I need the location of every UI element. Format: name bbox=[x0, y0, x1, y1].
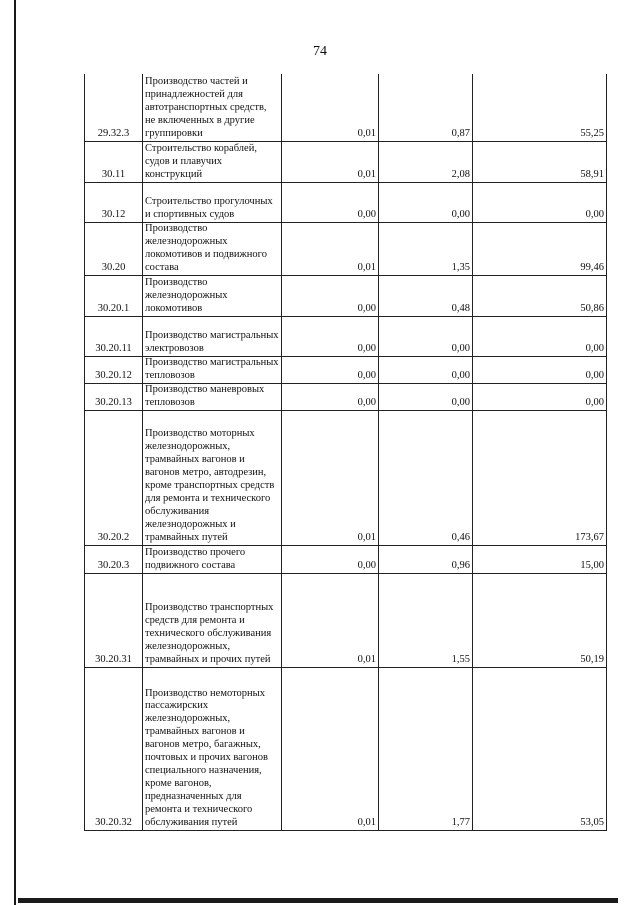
value-col-2: 1,55 bbox=[379, 573, 473, 667]
value-col-1: 0,00 bbox=[282, 316, 379, 356]
okved-code: 30.20.2 bbox=[85, 410, 143, 545]
activity-name: Производство немоторных пассажирских железнодорожных, трамвайных вагонов и вагонов метро, багажных, почтовых и прочих вагонов специального назначения, кроме вагонов, предназначенных для ремонта и технического обслуживания путей bbox=[143, 667, 282, 830]
value-col-3: 55,25 bbox=[473, 74, 607, 141]
okved-code: 30.20.3 bbox=[85, 545, 143, 573]
value-col-2: 0,00 bbox=[379, 182, 473, 222]
value-col-3: 0,00 bbox=[473, 356, 607, 383]
value-col-2: 2,08 bbox=[379, 141, 473, 182]
value-col-2: 0,87 bbox=[379, 74, 473, 141]
value-col-3: 58,91 bbox=[473, 141, 607, 182]
value-col-1: 0,00 bbox=[282, 545, 379, 573]
activity-name: Производство магистральных электровозов bbox=[143, 316, 282, 356]
value-col-1: 0,00 bbox=[282, 275, 379, 316]
table-row bbox=[85, 182, 607, 222]
table-row bbox=[85, 667, 607, 830]
value-col-3: 0,00 bbox=[473, 182, 607, 222]
value-col-1: 0,01 bbox=[282, 74, 379, 141]
scan-left-edge-line bbox=[14, 0, 16, 905]
value-col-3: 0,00 bbox=[473, 316, 607, 356]
value-col-3: 53,05 bbox=[473, 667, 607, 830]
value-col-2: 0,48 bbox=[379, 275, 473, 316]
value-col-1: 0,00 bbox=[282, 383, 379, 410]
value-col-1: 0,01 bbox=[282, 667, 379, 830]
activity-name: Строительство кораблей, судов и плавучих конструкций bbox=[143, 141, 282, 182]
value-col-3: 173,67 bbox=[473, 410, 607, 545]
table-row bbox=[85, 141, 607, 182]
table-row bbox=[85, 545, 607, 573]
value-col-2: 0,96 bbox=[379, 545, 473, 573]
okved-code: 30.20.32 bbox=[85, 667, 143, 830]
value-col-3: 50,19 bbox=[473, 573, 607, 667]
table-row bbox=[85, 573, 607, 667]
okved-code: 29.32.3 bbox=[85, 74, 143, 141]
table-row bbox=[85, 222, 607, 275]
value-col-2: 1,35 bbox=[379, 222, 473, 275]
value-col-1: 0,00 bbox=[282, 182, 379, 222]
okved-code: 30.12 bbox=[85, 182, 143, 222]
value-col-1: 0,00 bbox=[282, 356, 379, 383]
value-col-1: 0,01 bbox=[282, 222, 379, 275]
value-col-3: 15,00 bbox=[473, 545, 607, 573]
activity-name: Строительство прогулочных и спортивных судов bbox=[143, 182, 282, 222]
page-number: 74 bbox=[313, 44, 327, 59]
value-col-2: 0,00 bbox=[379, 316, 473, 356]
data-table bbox=[84, 74, 607, 831]
value-col-2: 0,46 bbox=[379, 410, 473, 545]
activity-name: Производство железнодорожных локомотивов bbox=[143, 275, 282, 316]
value-col-1: 0,01 bbox=[282, 141, 379, 182]
value-col-2: 0,00 bbox=[379, 383, 473, 410]
okved-code: 30.20 bbox=[85, 222, 143, 275]
table-row bbox=[85, 356, 607, 383]
value-col-3: 0,00 bbox=[473, 383, 607, 410]
table-row bbox=[85, 383, 607, 410]
scan-bottom-edge-line bbox=[18, 898, 618, 903]
okved-code: 30.20.11 bbox=[85, 316, 143, 356]
table-row bbox=[85, 74, 607, 141]
value-col-3: 99,46 bbox=[473, 222, 607, 275]
value-col-2: 1,77 bbox=[379, 667, 473, 830]
table-row bbox=[85, 316, 607, 356]
activity-name: Производство магистральных тепловозов bbox=[143, 356, 282, 383]
okved-code: 30.20.13 bbox=[85, 383, 143, 410]
activity-name: Производство моторных железнодорожных, трамвайных вагонов и вагонов метро, автодрезин, кроме транспортных средств для ремонта и технического обслуживания железнодорожных и трамвайных путей bbox=[143, 410, 282, 545]
table-row bbox=[85, 410, 607, 545]
value-col-1: 0,01 bbox=[282, 573, 379, 667]
table-row bbox=[85, 275, 607, 316]
okved-code: 30.20.1 bbox=[85, 275, 143, 316]
okved-code: 30.20.12 bbox=[85, 356, 143, 383]
activity-name: Производство транспортных средств для ремонта и технического обслуживания железнодорожных, трамвайных и прочих путей bbox=[143, 573, 282, 667]
activity-name: Производство прочего подвижного состава bbox=[143, 545, 282, 573]
value-col-1: 0,01 bbox=[282, 410, 379, 545]
activity-name: Производство маневровых тепловозов bbox=[143, 383, 282, 410]
activity-name: Производство железнодорожных локомотивов и подвижного состава bbox=[143, 222, 282, 275]
value-col-3: 50,86 bbox=[473, 275, 607, 316]
okved-code: 30.20.31 bbox=[85, 573, 143, 667]
activity-name: Производство частей и принадлежностей для автотранспортных средств, не включенных в другие группировки bbox=[143, 74, 282, 141]
okved-code: 30.11 bbox=[85, 141, 143, 182]
value-col-2: 0,00 bbox=[379, 356, 473, 383]
